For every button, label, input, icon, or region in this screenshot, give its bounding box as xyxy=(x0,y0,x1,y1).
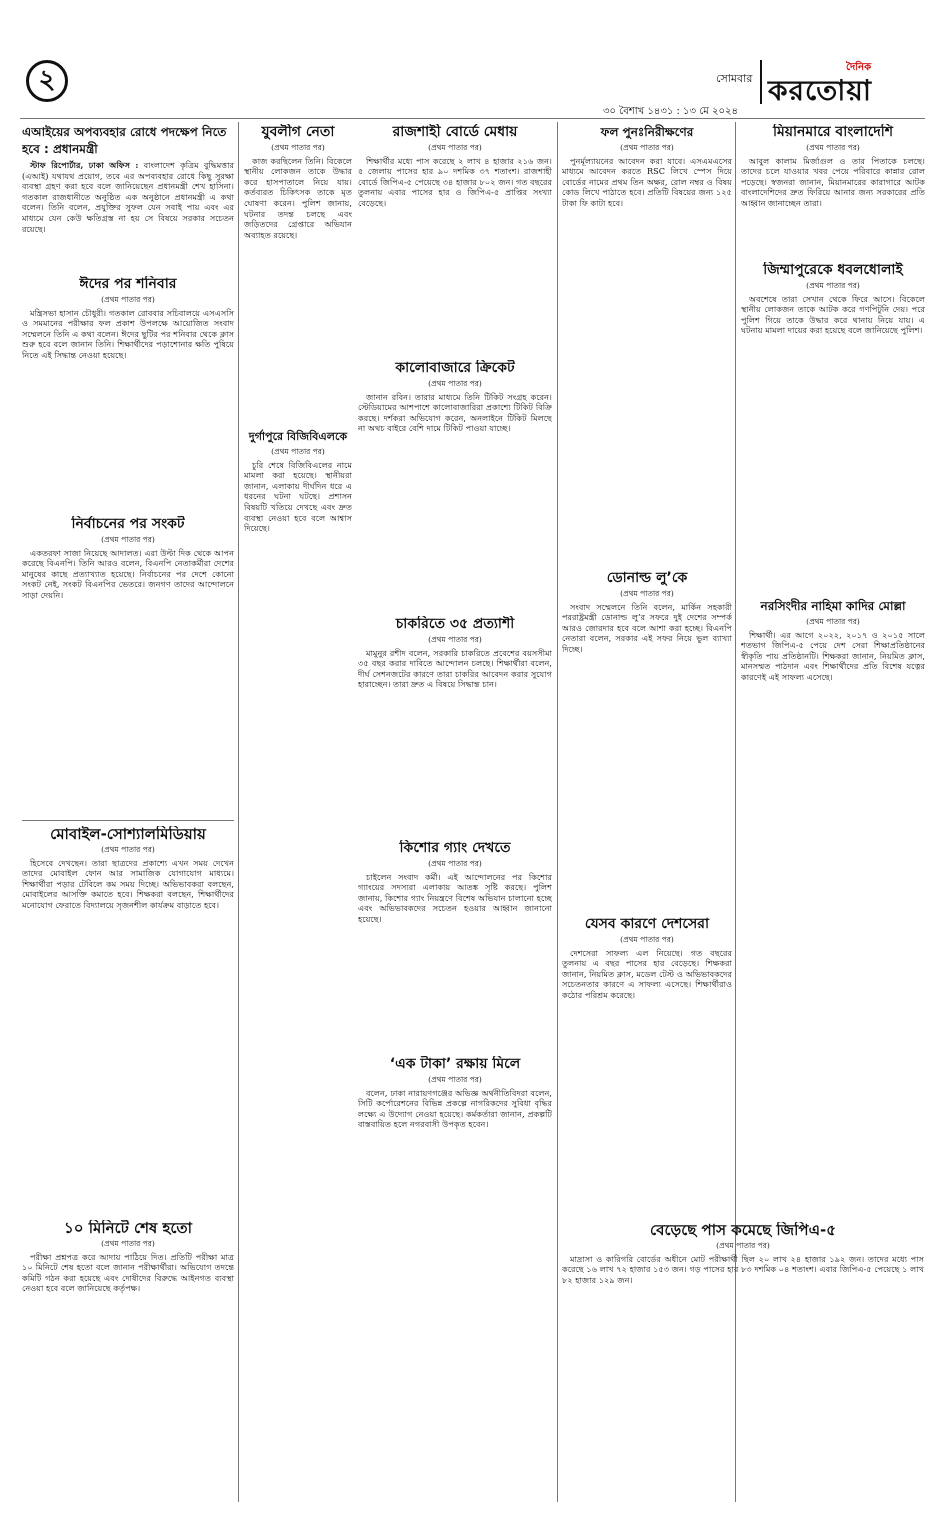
article-title: যেসব কারণে দেশসেরা xyxy=(584,916,710,932)
article-continued: (প্রথম পাতার পর) xyxy=(271,447,325,456)
article-body: আবুল কালাম মির্জাগুল ও তার পিতাকে চলছে। তাদের চলে যাওয়ার খবর পেয়ে পরিবারে কান্নার রোল পড়েছে। স্বজনরা জানান, মিয়ানমারের কারাগারে আটক বাংলাদেশিদের দ্রুত ফিরিয়ে আনার জন্য সরকারের প্রতি আহ্বান জানাচ্ছেন তারা। xyxy=(741,155,925,208)
article-title: জিম্মাপুরেকে ধবলধোলাই xyxy=(763,262,903,278)
article-title: কালোবাজারে ক্রিকেট xyxy=(395,360,515,376)
article-body: মাদ্রাসা ও কারিগরি বোর্ডের অধীনে মোট পরীক্ষার্থী ছিল ২০ লাখ ২৪ হাজার ১৯২ জন। তাদের মধ্যে পাস করেছে ১৬ লাখ ৭২ হাজার ১৫৩ জন। গড় পাসের হার ৮৩ দশমিক ০৪ শতাংশ। এবার জিপিএ-৫ পেয়েছে ১ লাখ ৮২ হাজার ১২৯ জন। xyxy=(562,1253,924,1285)
article-nirbachon xyxy=(22,516,234,812)
article-continued: (প্রথম পাতার পর) xyxy=(620,589,674,598)
article-kishor xyxy=(358,840,552,1050)
article-continued: (প্রথম পাতার পর) xyxy=(101,1239,155,1248)
section-rule xyxy=(22,820,234,821)
article-continued: (প্রথম পাতার পর) xyxy=(428,143,482,152)
article-title: বেড়েছে পাস কমেছে জিপিএ-৫ xyxy=(650,1222,836,1239)
article-title: ফল পুনঃনিরীক্ষণের xyxy=(600,125,694,139)
article-ten-min xyxy=(22,1220,234,1500)
article-rajshahi xyxy=(358,124,552,354)
article-body: সংবাদ সম্মেলনে তিনি বলেন, মার্কিন সহকারী পররাষ্ট্রমন্ত্রী ডোনাল্ড লু’র সফরে দুই দেশের সম্পর্ক আরও জোরদার হবে বলে আশা করা হচ্ছে। বিএনপি নেতারা বলেন, সরকার এই সফর নিয়ে ভুল ব্যাখ্যা দিচ্ছে। xyxy=(562,601,732,654)
column-divider xyxy=(238,122,239,1502)
article-continued: (প্রথম পাতার পর) xyxy=(101,535,155,544)
article-title: ডোনাল্ড লু’কে xyxy=(606,570,688,586)
article-body: দেশসেরা সাফল্য এল নিয়েছে। গত বছরের তুলনায় এ বছর পাসের হার বেড়েছে। শিক্ষকরা জানান, নিয়মিত ক্লাস, মডেল টেস্ট ও অভিভাবকদের সচেতনতার কারণে এ সাফল্য এসেছে। শিক্ষার্থীরাও কঠোর পরিশ্রম করেছে। xyxy=(562,947,732,1000)
article-continued: (প্রথম পাতার পর) xyxy=(716,1241,770,1250)
article-ek-taka xyxy=(358,1056,552,1502)
article-pm xyxy=(22,124,234,272)
article-continued: (প্রথম পাতার পর) xyxy=(428,1075,482,1084)
newspaper-logo xyxy=(760,60,928,107)
article-eid xyxy=(22,276,234,512)
article-title: এআইয়ের অপব্যবহার রোধে পদক্ষেপ নিতে হবে : প্রধানমন্ত্রী xyxy=(22,125,227,156)
article-body: অবশেষে তারা সেখান থেকে ফিরে আসে। বিকেলে স্থানীয় লোকজন তাকে আটক করে গণপিটুনি দেয়। পরে পুলিশ গিয়ে তাকে উদ্ধার করে থানায় নিয়ে যায়। এ ঘটনায় মামলা দায়ের করা হয়েছে বলে জানিয়েছে পুলিশ। xyxy=(741,293,925,336)
article-body: বাংলাদেশ কৃত্রিম বুদ্ধিমত্তার (এআই) যথাযথ প্রয়োগ, তবে এর অপব্যবহার রোধে কিছু সুরক্ষা ব্যবস্থা গ্রহণ করা হবে বলে জানিয়েছেন প্রধানমন্ত্রী শেখ হাসিনা। গতকাল রাজধানীতে অনুষ্ঠিত এক অনুষ্ঠানে প্রধানমন্ত্রী এ কথা বলেন। তিনি বলেন, প্রযুক্তির সুফল যেন সবাই পায় এবং এর মাধ্যমে যেন কেউ ক্ষতিগ্রস্ত না হয় সে বিষয়ে সরকার সচেতন রয়েছে। xyxy=(22,160,234,234)
article-continued: (প্রথম পাতার পর) xyxy=(101,295,155,304)
article-body: পুনর্মূল্যায়নের আবেদন করা যাবে। এসএমএসের মাধ্যমে আবেদন করতে RSC লিখে স্পেস দিয়ে বোর্ডের নামের প্রথম তিন অক্ষর, রোল নম্বর ও বিষয় কোড লিখে পাঠাতে হবে। প্রতিটি বিষয়ের জন্য ১২৫ টাকা ফি কাটা হবে। xyxy=(562,155,732,208)
article-body: একতরফা সাজা নিয়েছে আদালত। এরা উল্টা দিক থেকে আপন করেছে বিএনপি। তিনি আরও বলেন, বিএনপি নেতাকর্মীরা দেশের মানুষের কাছে প্রত্যাখ্যাত হয়েছে। নির্বাচনের পর দেশে কোনো সংকট নেই, সংকট বিএনপির ভেতরে। জনগণ তাদের আন্দোলনে সাড়া দেয়নি। xyxy=(22,547,234,600)
article-body: পরীক্ষা প্রশ্নপত্র করে আদায় পাঠিয়ে দিত। প্রতিটি পরীক্ষা মাত্র ১০ মিনিটে শেষ হতো বলে জানান পরীক্ষার্থীরা। অভিযোগ তদন্তে কমিটি গঠন করা হয়েছে এবং দোষীদের বিরুদ্ধে আইনগত ব্যবস্থা নেওয়া হবে বলে জানিয়েছে কর্তৃপক্ষ। xyxy=(22,1251,234,1294)
logo-main-text: করতোয়া xyxy=(768,74,872,107)
article-title: মিয়ানমারে বাংলাদেশি xyxy=(772,124,894,140)
article-chakri xyxy=(358,616,552,834)
article-title: ১০ মিনিটে শেষ হতো xyxy=(64,1220,192,1237)
article-jeshob xyxy=(562,916,732,1216)
article-donald xyxy=(562,570,732,910)
article-title: চাকরিতে ৩৫ প্রত্যাশী xyxy=(395,616,515,632)
article-continued: (প্রথম পাতার পর) xyxy=(620,935,674,944)
issue-date: ৩০ বৈশাখ ১৪৩১ : ১৩ মে ২০২৪ xyxy=(602,106,738,117)
article-title: নরসিংদীর নাহিমা কাদির মোল্লা xyxy=(760,599,906,613)
article-myanmar xyxy=(741,124,925,258)
article-title: ‘এক টাকা’ রক্ষায় মিলে xyxy=(389,1056,521,1072)
issue-day: সোমবার xyxy=(716,72,753,85)
article-durgapur xyxy=(244,428,352,818)
article-body: মন্ত্রিসভা হাসান চৌধুরী। গতকাল রোববার সচিবালয়ে এসএসসি ও সমমানের পরীক্ষার ফল প্রকাশ উপলক্ষে আয়োজিত সংবাদ সম্মেলনে তিনি এ কথা বলেন। ঈদের ছুটির পর শনিবার থেকে ক্লাস শুরু হবে বলে জানান তিনি। শিক্ষার্থীদের পড়াশোনার ক্ষতি পুষিয়ে নিতে এই সিদ্ধান্ত নেওয়া হয়েছে। xyxy=(22,307,234,360)
article-body: চুরি শেষে বিজিবিএলের নামে মামলা করা হয়েছে। স্থানীয়রা জানান, এলাকায় দীর্ঘদিন ধরে এ ধরনের ঘটনা ঘটছে। প্রশাসন বিষয়টি খতিয়ে দেখছে এবং দ্রুত ব্যবস্থা নেওয়া হবে বলে আশ্বাস দিয়েছে। xyxy=(244,459,352,534)
article-body: কাজ করছিলেন তিনি। বিকেলে স্থানীয় লোকজন তাকে উদ্ধার করে হাসপাতালে নিয়ে যায়। কর্তব্যরত চিকিৎসক তাকে মৃত ঘোষণা করেন। পুলিশ জানায়, ঘটনার তদন্ত চলছে এবং জড়িতদের গ্রেপ্তারে অভিযান অব্যাহত রয়েছে। xyxy=(244,155,352,240)
page-number: ২ xyxy=(26,60,68,102)
article-title: রাজশাহী বোর্ডে মেধায় xyxy=(392,124,518,140)
article-continued: (প্রথম পাতার পর) xyxy=(806,617,860,626)
article-fol xyxy=(562,124,732,564)
article-dateline: স্টাফ রিপোর্টার, ঢাকা অফিস : xyxy=(30,160,139,170)
article-title: নির্বাচনের পর সংকট xyxy=(71,516,185,532)
article-continued: (প্রথম পাতার পর) xyxy=(428,859,482,868)
header-rule xyxy=(20,118,925,119)
article-mobile xyxy=(22,826,234,1216)
article-body: শিক্ষার্থীর মধ্যে পাস করেছে ২ লাখ ৪ হাজার ২১৬ জন। ৫ জেলায় পাসের হার ৯০ দশমিক ৩৭ শতাংশ। রাজশাহী বোর্ডে জিপিএ-৫ পেয়েছে ৩৪ হাজার ৮০২ জন। গত বছরের তুলনায় এবার পাসের হার ও জিপিএ-৫ প্রাপ্তির সংখ্যা বেড়েছে। xyxy=(358,155,552,208)
article-berechhe xyxy=(562,1222,924,1502)
article-continued: (প্রথম পাতার পর) xyxy=(428,635,482,644)
article-body: জানান রবিন। তারার মাধ্যমে তিনি টিকিট সংগ্রহ করেন। স্টেডিয়ামের আশপাশে কালোবাজারিরা প্রকাশ্যে টিকিট বিক্রি করছে। দর্শকরা অভিযোগ করেন, অনলাইনে টিকিট মিলছে না অথচ বাইরে বেশি দামে টিকিট পাওয়া যাচ্ছে। xyxy=(358,391,552,434)
article-narsingdi xyxy=(741,598,925,1216)
article-body: হিসেবে দেখছেন। তারা ছাত্রদের প্রকাশ্যে এখন সময় দেখেন তাদের মোবাইল ফোন আর সামাজিক যোগাযোগ মাধ্যমে। শিক্ষার্থীরা পড়ার টেবিলে কম সময় দিচ্ছে। অভিভাবকরা বলছেন, মোবাইলের আসক্তি কমাতে হবে। শিক্ষকরা বলছেন, শিক্ষার্থীদের মনোযোগ ফেরাতে বিদ্যালয়ে সৃজনশীল কার্যক্রম বাড়াতে হবে। xyxy=(22,857,234,910)
logo-top-text: দৈনিক xyxy=(846,62,872,73)
article-title: মোবাইল-সোশ্যালমিডিয়ায় xyxy=(50,826,206,843)
article-body: বলেন, ঢাকা নারায়ণগঞ্জের অভিজ্ঞ অর্থনীতিবিদরা বলেন, সিটি কর্পোরেশনের বিভিন্ন প্রকল্পে নাগরিকদের সুবিধা বৃদ্ধির লক্ষ্যে এ উদ্যোগ নেওয়া হয়েছে। কর্মকর্তারা জানান, প্রকল্পটি বাস্তবায়িত হলে নগরবাসী উপকৃত হবেন। xyxy=(358,1087,552,1130)
article-continued: (প্রথম পাতার পর) xyxy=(271,143,325,152)
article-body: চাইলেন সংবাদ কর্মী। এই আন্দোলনের পর কিশোর গ্যাংয়ের সদস্যরা এলাকায় আতঙ্ক সৃষ্টি করছে। পুলিশ জানায়, কিশোর গ্যাং নিয়ন্ত্রণে বিশেষ অভিযান চালানো হচ্ছে এবং অভিভাবকদের সচেতন হওয়ার আহ্বান জানানো হয়েছে। xyxy=(358,871,552,924)
article-kalobazar xyxy=(358,360,552,610)
column-divider xyxy=(557,122,558,1502)
article-jilapur xyxy=(741,262,925,592)
article-body: মামুনুর রশীদ বলেন, সরকারি চাকরিতে প্রবেশের বয়সসীমা ৩৫ বছর করার দাবিতে আন্দোলন চলছে। শিক্ষার্থীরা বলেন, দীর্ঘ সেশনজটের কারণে তারা চাকরির আবেদন করার সুযোগ হারাচ্ছেন। তারা দ্রুত এ বিষয়ে সিদ্ধান্ত চান। xyxy=(358,647,552,690)
article-continued: (প্রথম পাতার পর) xyxy=(806,143,860,152)
article-continued: (প্রথম পাতার পর) xyxy=(428,379,482,388)
article-continued: (প্রথম পাতার পর) xyxy=(806,281,860,290)
article-title: যুবলীগ নেতা xyxy=(261,124,335,140)
article-continued: (প্রথম পাতার পর) xyxy=(101,845,155,854)
article-title: দুর্গাপুরে বিজিবিএলকে xyxy=(248,430,348,443)
article-continued: (প্রথম পাতার পর) xyxy=(620,143,674,152)
article-title: ঈদের পর শনিবার xyxy=(79,276,177,292)
article-body: শিক্ষার্থী। এর আগে ২০২২, ২০১৭ ও ২০১৫ সালে শতভাগ জিপিএ-৫ পেয়ে দেশ সেরা শিক্ষাপ্রতিষ্ঠানের স্বীকৃতি পায় প্রতিষ্ঠানটি। শিক্ষকরা জানান, নিয়মিত ক্লাস, মানসম্মত পাঠদান এবং শিক্ষার্থীদের প্রতি বিশেষ যত্নের কারণেই এই সাফল্য এসেছে। xyxy=(741,629,925,682)
article-title: কিশোর গ্যাং দেখতে xyxy=(399,840,511,856)
article-jubo xyxy=(244,124,352,374)
